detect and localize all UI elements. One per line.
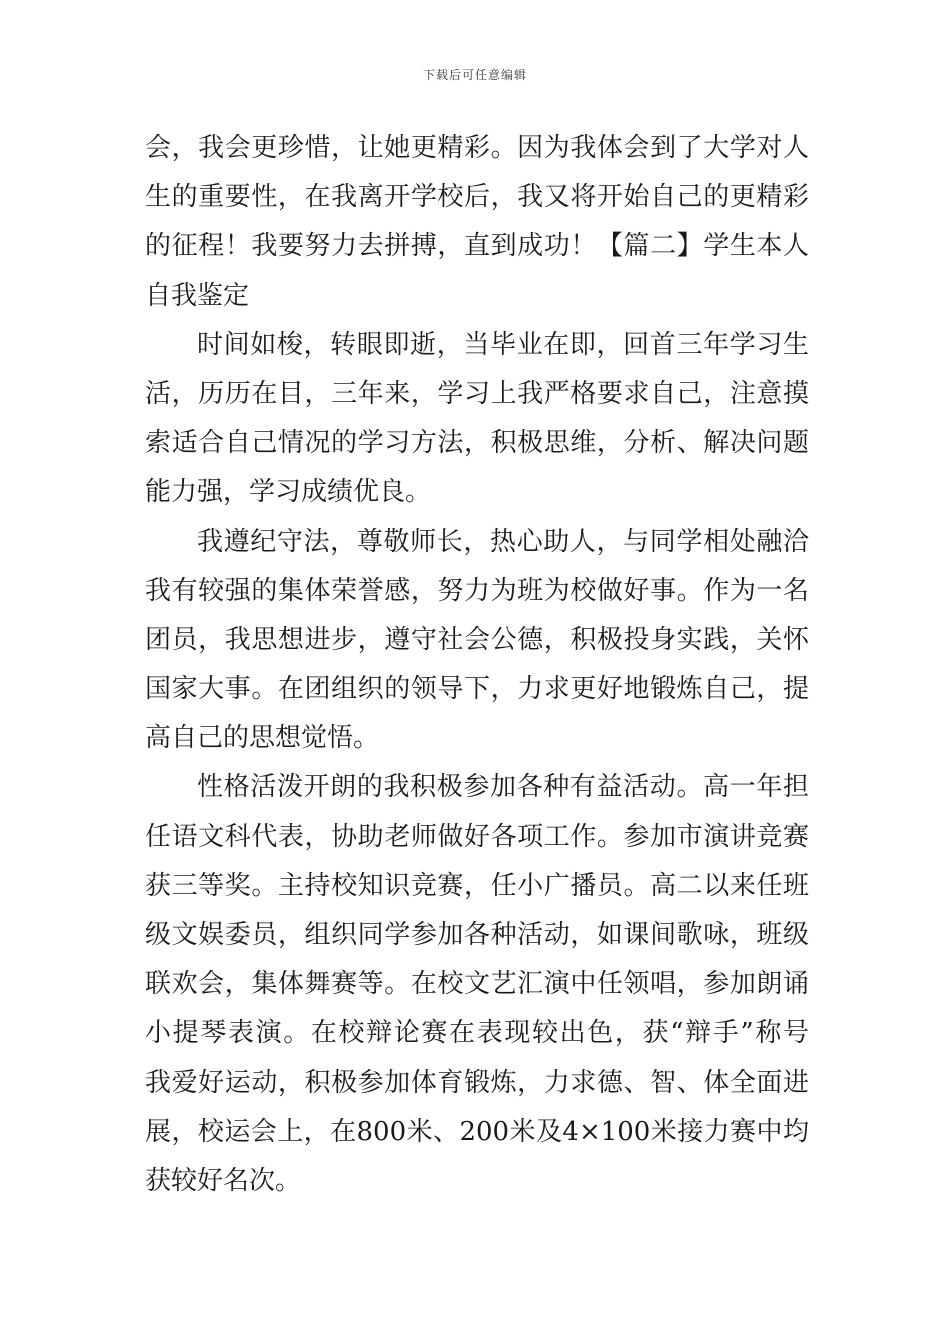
document-body xyxy=(145,124,809,1206)
page-header: 下载后可任意编辑 xyxy=(422,68,527,82)
text-line: 获三等奖。主持校知识竞赛，任小广播员。高二以来任班 xyxy=(145,870,809,901)
text-line: 时间如梭，转眼即逝，当毕业在即，回首三年学习生 xyxy=(197,329,809,360)
text-line: 展，校运会上，在800米、200米及4×100米接力赛中均 xyxy=(145,1116,809,1147)
text-line: 我遵纪守法，尊敬师长，热心助人，与同学相处融洽 xyxy=(197,526,809,557)
text-line: 级文娱委员，组织同学参加各种活动，如课间歌咏，班级 xyxy=(145,920,809,950)
text-line: 任语文科代表，协助老师做好各项工作。参加市演讲竞赛 xyxy=(145,821,809,852)
text-line: 自我鉴定 xyxy=(145,280,250,311)
text-line: 联欢会，集体舞赛等。在校文艺汇演中任领唱，参加朗诵 xyxy=(145,969,809,1000)
text-line: 会，我会更珍惜，让她更精彩。因为我体会到了大学对人 xyxy=(145,133,809,163)
text-line: 获较好名次。 xyxy=(145,1165,302,1196)
text-line: 生的重要性，在我离开学校后，我又将开始自己的更精彩 xyxy=(145,182,809,213)
text-line: 索适合自己情况的学习方法，积极思维，分析、解决问题 xyxy=(145,428,809,459)
text-line: 我有较强的集体荣誉感，努力为班为校做好事。作为一名 xyxy=(145,575,809,606)
text-line: 的征程！我要努力去拼搏，直到成功！【篇二】学生本人 xyxy=(145,231,809,262)
text-line: 能力强，学习成绩优良。 xyxy=(145,477,432,508)
text-line: 小提琴表演。在校辩论赛在表现较出色，获“辩手”称号 xyxy=(145,1018,809,1049)
text-line: 活，历历在目，三年来，学习上我严格要求自己，注意摸 xyxy=(145,378,809,409)
text-line: 高自己的思想觉悟。 xyxy=(145,723,380,754)
text-line: 性格活泼开朗的我积极参加各种有益活动。高一年担 xyxy=(197,772,809,803)
text-line: 国家大事。在团组织的领导下，力求更好地锻炼自己，提 xyxy=(145,674,809,705)
text-line: 团员，我思想进步，遵守社会公德，积极投身实践，关怀 xyxy=(145,624,809,655)
text-line: 我爱好运动，积极参加体育锻炼，力求德、智、体全面进 xyxy=(145,1067,809,1098)
